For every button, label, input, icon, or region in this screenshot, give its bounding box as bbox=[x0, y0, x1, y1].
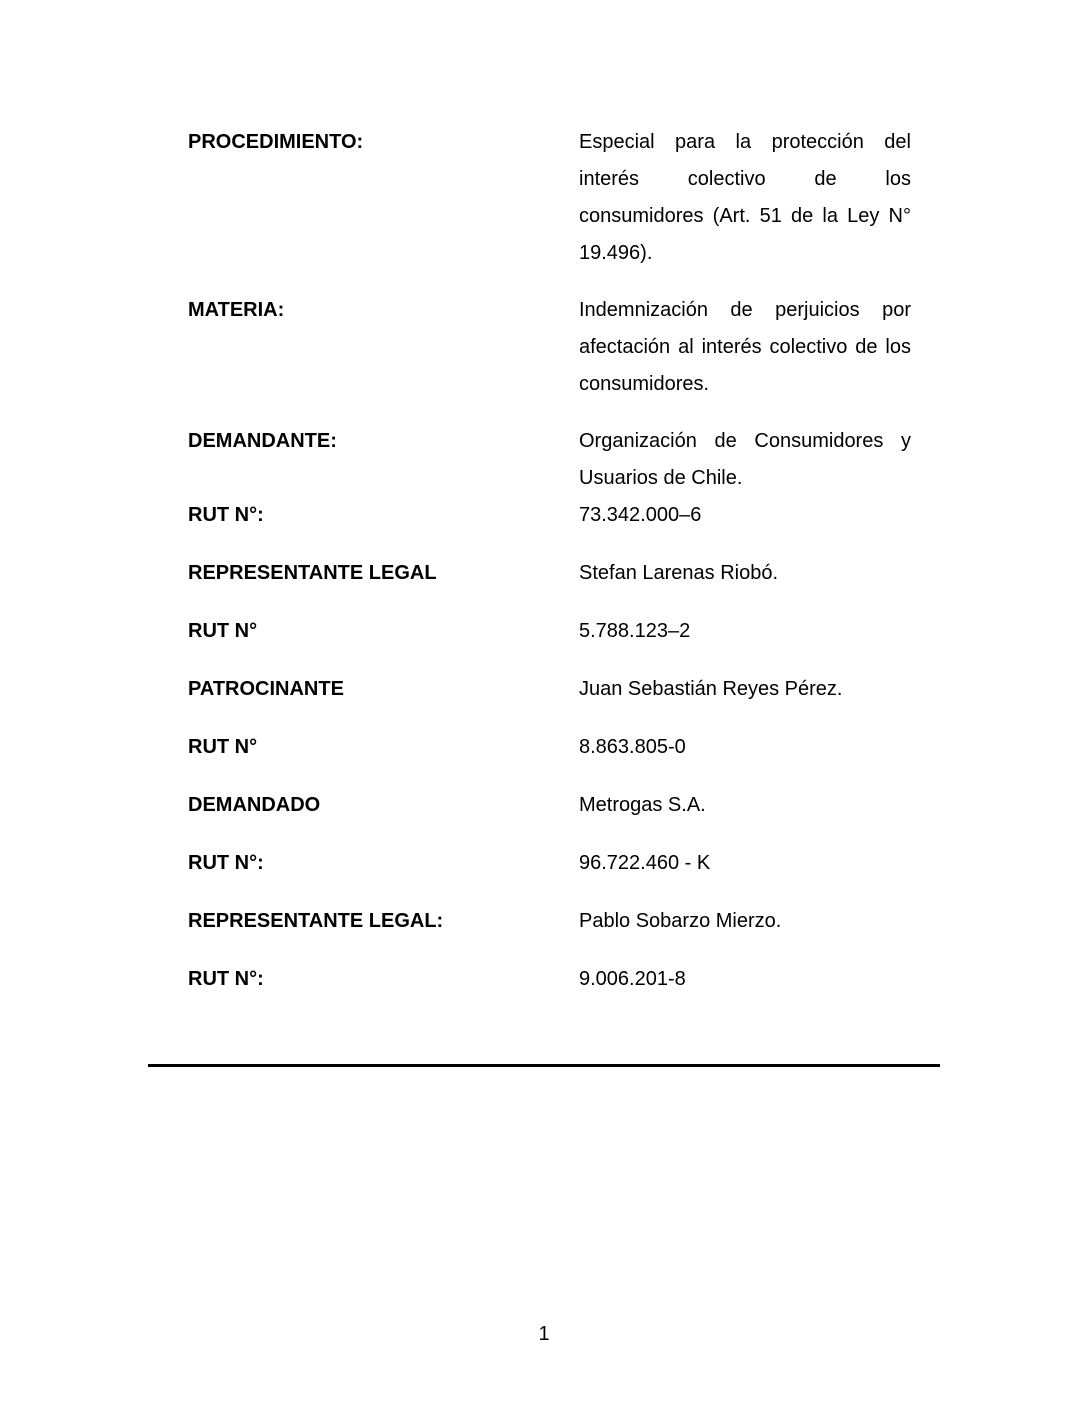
entry-value: 96.722.460 - K bbox=[579, 852, 711, 874]
entry-representante-legal-demandante bbox=[188, 555, 912, 592]
entry-value: Indemnización de perjuicios por afectación al interés colectivo de los consumidores. bbox=[579, 299, 911, 395]
entry-representante-demandado-rut bbox=[188, 961, 912, 998]
entry-demandante-rut bbox=[188, 497, 912, 534]
entry-label: REPRESENTANTE LEGAL: bbox=[188, 910, 444, 932]
entry-label: MATERIA: bbox=[188, 299, 285, 321]
entry-demandante bbox=[188, 423, 912, 497]
entry-label: RUT N° bbox=[188, 620, 258, 642]
entry-value: Metrogas S.A. bbox=[579, 794, 706, 816]
entry-label: PATROCINANTE bbox=[188, 678, 344, 700]
entry-value: Organización de Consumidores y Usuarios de Chile. bbox=[579, 430, 911, 489]
entry-label: DEMANDADO bbox=[188, 794, 321, 816]
entry-materia bbox=[188, 292, 912, 403]
entry-label: RUT N° bbox=[188, 736, 258, 758]
entry-value: 9.006.201-8 bbox=[579, 968, 686, 990]
entry-demandado-rut bbox=[188, 845, 912, 882]
entry-representante-rut bbox=[188, 613, 912, 650]
horizontal-divider bbox=[148, 1064, 940, 1067]
entry-label: RUT N°: bbox=[188, 852, 264, 874]
entry-label: RUT N°: bbox=[188, 968, 264, 990]
entry-procedimiento bbox=[188, 124, 912, 272]
entry-patrocinante bbox=[188, 671, 912, 708]
entry-label: RUT N°: bbox=[188, 504, 264, 526]
entry-value: 73.342.000–6 bbox=[579, 504, 702, 526]
entry-value: Juan Sebastián Reyes Pérez. bbox=[579, 678, 843, 700]
entry-patrocinante-rut bbox=[188, 729, 912, 766]
page-number: 1 bbox=[538, 1323, 550, 1345]
entry-label: PROCEDIMIENTO: bbox=[188, 131, 364, 153]
entry-value: Stefan Larenas Riobó. bbox=[579, 562, 779, 584]
entry-value: Especial para la protección del interés colectivo de los consumidores (Art. 51 de la Ley N° 19.496). bbox=[579, 131, 911, 264]
entry-value: 5.788.123–2 bbox=[579, 620, 691, 642]
entry-representante-legal-demandado bbox=[188, 903, 912, 940]
entry-label: DEMANDANTE: bbox=[188, 430, 337, 452]
entry-value: Pablo Sobarzo Mierzo. bbox=[579, 910, 782, 932]
entry-label: REPRESENTANTE LEGAL bbox=[188, 562, 437, 584]
entry-demandado bbox=[188, 787, 912, 824]
entry-value: 8.863.805-0 bbox=[579, 736, 686, 758]
